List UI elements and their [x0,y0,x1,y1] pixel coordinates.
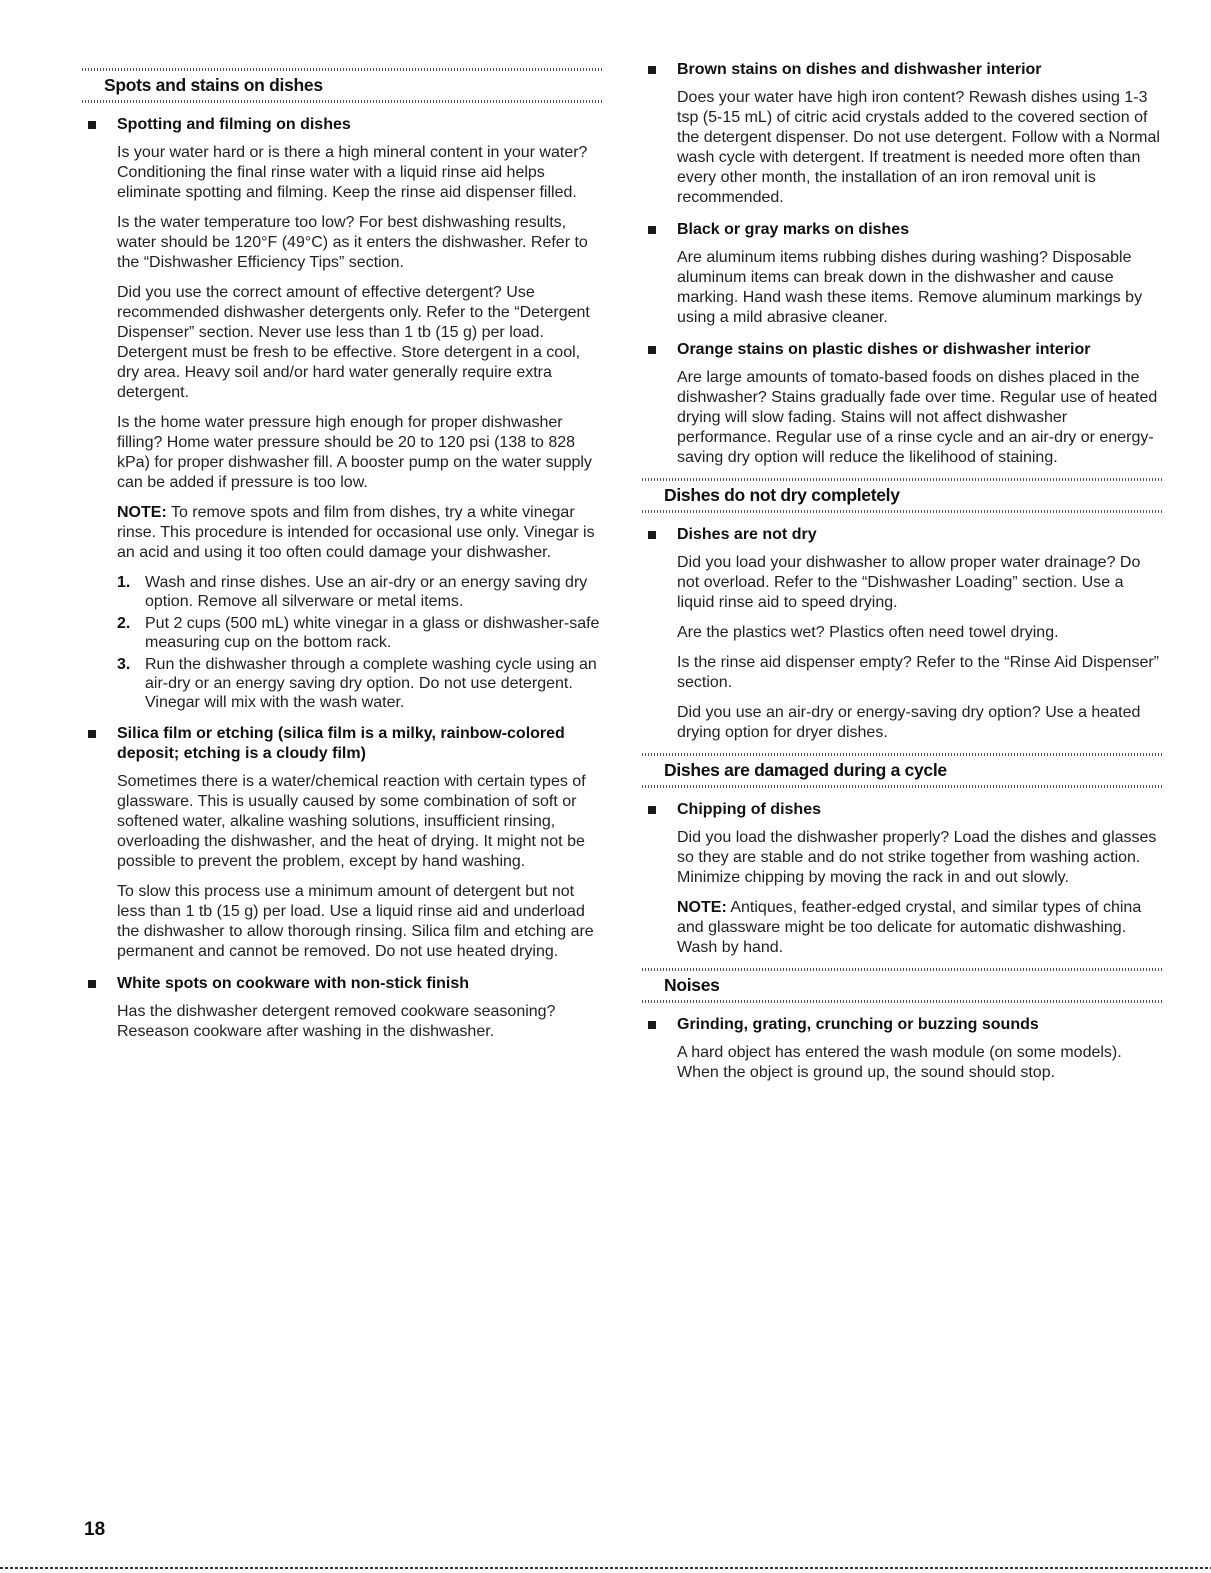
list-item [117,614,604,652]
step-text: Wash and rinse dishes. Use an air-dry or an energy saving dry option. Remove all silverware or metal items. [145,574,588,610]
body-paragraph: Is the rinse aid dispenser empty? Refer to the “Rinse Aid Dispenser” section. [677,654,1160,691]
square-bullet-icon [648,66,656,74]
section-rule-bottom [642,785,1164,788]
note-label: NOTE: [117,504,167,521]
note-paragraph [117,503,604,563]
square-bullet-icon [648,346,656,354]
body-paragraph: Are aluminum items rubbing dishes during washing? Disposable aluminum items can break down in the dishwasher and cause marking. Hand wash these items. Remove aluminum markings by using a mild abrasive cleaner. [677,249,1143,326]
step-text: Put 2 cups (500 mL) white vinegar in a glass or dishwasher-safe measuring cup on the bottom rack. [145,615,600,651]
body-paragraph: To slow this process use a minimum amount of detergent but not less than 1 tb (15 g) per load. Use a liquid rinse aid and underload the dishwasher to allow thorough rinsing. Silica film and etching are permanent and cannot be removed. Do not use heated drying. [117,883,594,960]
topic-heading-orange [642,340,1164,360]
step-number: 1. [117,574,131,591]
body-paragraph: Are the plastics wet? Plastics often need towel drying. [677,624,1059,641]
topic-heading-text: Spotting and filming on dishes [117,116,351,133]
section-header-damaged [642,753,1164,788]
topic-heading-spotting [82,115,604,135]
body-paragraph: A hard object has entered the wash module (on some models). When the object is ground up, the sound should stop. [677,1044,1122,1081]
note-text: To remove spots and film from dishes, try a white vinegar rinse. This procedure is intended for occasional use only. Vinegar is an acid and using it too often could damage your dishwasher. [117,504,595,561]
body-paragraph: Is the water temperature too low? For best dishwashing results, water should be 120°F (49°C) as it enters the dishwasher. Refer to the “Dishwasher Efficiency Tips” section. [117,214,588,271]
body-paragraph: Does your water have high iron content? Rewash dishes using 1-3 tsp (5-15 mL) of citric acid crystals added to the covered section of the detergent dispenser. Do not use detergent. Follow with a Normal wash cycle with detergent. If treatment is needed more often than every other month, the installation of an iron removal unit is recommended. [677,89,1160,206]
topic-heading-text: Chipping of dishes [677,801,821,818]
square-bullet-icon [88,730,96,738]
body-paragraph: Did you load the dishwasher properly? Load the dishes and glasses so they are stable and do not strike together from washing action. Minimize chipping by moving the rack in and out slowly. [677,829,1157,886]
body-paragraph: Did you use the correct amount of effective detergent? Use recommended dishwasher detergents only. Refer to the “Detergent Dispenser” section. Never use less than 1 tb (15 g) per load. Detergent must be fresh to be effective. Store detergent in a cool, dry area. Heavy soil and/or hard water generally require extra detergent. [117,284,590,401]
topic-heading-black [642,220,1164,240]
vinegar-rinse-steps [117,573,604,712]
topic-heading-text: Brown stains on dishes and dishwasher interior [677,61,1042,78]
section-header-noises [642,968,1164,1003]
body-paragraph: Sometimes there is a water/chemical reaction with certain types of glassware. This is usually caused by some combination of soft or softened water, alkaline washing solutions, insufficient rinsing, overloading the dishwasher, and the heat of drying. It might not be possible to prevent the problem, except by hand washing. [117,773,586,870]
step-text: Run the dishwasher through a complete washing cycle using an air-dry or an energy saving dry option. Do not use detergent. Vinegar will mix with the wash water. [145,656,597,711]
section-title: Dishes are damaged during a cycle [664,760,947,780]
left-column [82,60,604,1052]
square-bullet-icon [648,531,656,539]
topic-heading-grinding [642,1015,1164,1035]
section-rule-top [642,478,1164,481]
section-title: Spots and stains on dishes [104,75,323,95]
topic-heading-text: Grinding, grating, crunching or buzzing sounds [677,1016,1039,1033]
square-bullet-icon [648,226,656,234]
square-bullet-icon [648,1021,656,1029]
body-paragraph: Has the dishwasher detergent removed cookware seasoning? Reseason cookware after washing in the dishwasher. [117,1003,556,1040]
step-number: 2. [117,615,131,632]
topic-heading-text: Silica film or etching (silica film is a milky, rainbow-colored deposit; etching is a cloudy film) [117,725,565,762]
section-rule-bottom [642,510,1164,513]
body-paragraph: Did you load your dishwasher to allow proper water drainage? Do not overload. Refer to the “Dishwasher Loading” section. Use a liquid rinse aid to speed drying. [677,554,1141,611]
step-number: 3. [117,656,131,673]
body-paragraph: Is your water hard or is there a high mineral content in your water? Conditioning the final rinse water with a liquid rinse aid helps eliminate spotting and filming. Keep the rinse aid dispenser filled. [117,144,588,201]
topic-heading-text: Orange stains on plastic dishes or dishwasher interior [677,341,1091,358]
page-number: 18 [84,1519,106,1540]
section-header-spots [82,68,604,103]
section-rule-top [642,968,1164,971]
section-header-dry [642,478,1164,513]
note-paragraph [677,898,1164,958]
list-item [117,655,604,712]
section-rule-top [642,753,1164,756]
topic-heading-silica [82,724,604,764]
right-column [642,60,1164,1093]
square-bullet-icon [88,980,96,988]
note-text: Antiques, feather-edged crystal, and similar types of china and glassware might be too delicate for automatic dishwashing. Wash by hand. [677,899,1142,956]
topic-heading-white-spots [82,974,604,994]
section-title: Dishes do not dry completely [664,485,900,505]
topic-heading-chipping [642,800,1164,820]
topic-heading-text: Dishes are not dry [677,526,817,543]
bottom-edge-rule [0,1567,1211,1569]
body-paragraph: Did you use an air-dry or energy-saving dry option? Use a heated drying option for dryer dishes. [677,704,1141,741]
square-bullet-icon [88,121,96,129]
section-rule-top [82,68,604,71]
body-paragraph: Are large amounts of tomato-based foods on dishes placed in the dishwasher? Stains gradually fade over time. Regular use of heated drying will slow fading. Stains will not affect dishwasher performance. Regular use of a rinse cycle and an air-dry or energy-saving dry option will reduce the likelihood of staining. [677,369,1158,466]
note-label: NOTE: [677,899,727,916]
topic-heading-not-dry [642,525,1164,545]
topic-heading-text: White spots on cookware with non-stick finish [117,975,470,992]
topic-heading-brown [642,60,1164,80]
square-bullet-icon [648,806,656,814]
body-paragraph: Is the home water pressure high enough for proper dishwasher filling? Home water pressure should be 20 to 120 psi (138 to 828 kPa) for proper dishwasher fill. A booster pump on the water supply can be added if pressure is too low. [117,414,592,491]
topic-heading-text: Black or gray marks on dishes [677,221,910,238]
section-title: Noises [664,975,720,995]
section-rule-bottom [642,1000,1164,1003]
list-item [117,573,604,611]
section-rule-bottom [82,100,604,103]
